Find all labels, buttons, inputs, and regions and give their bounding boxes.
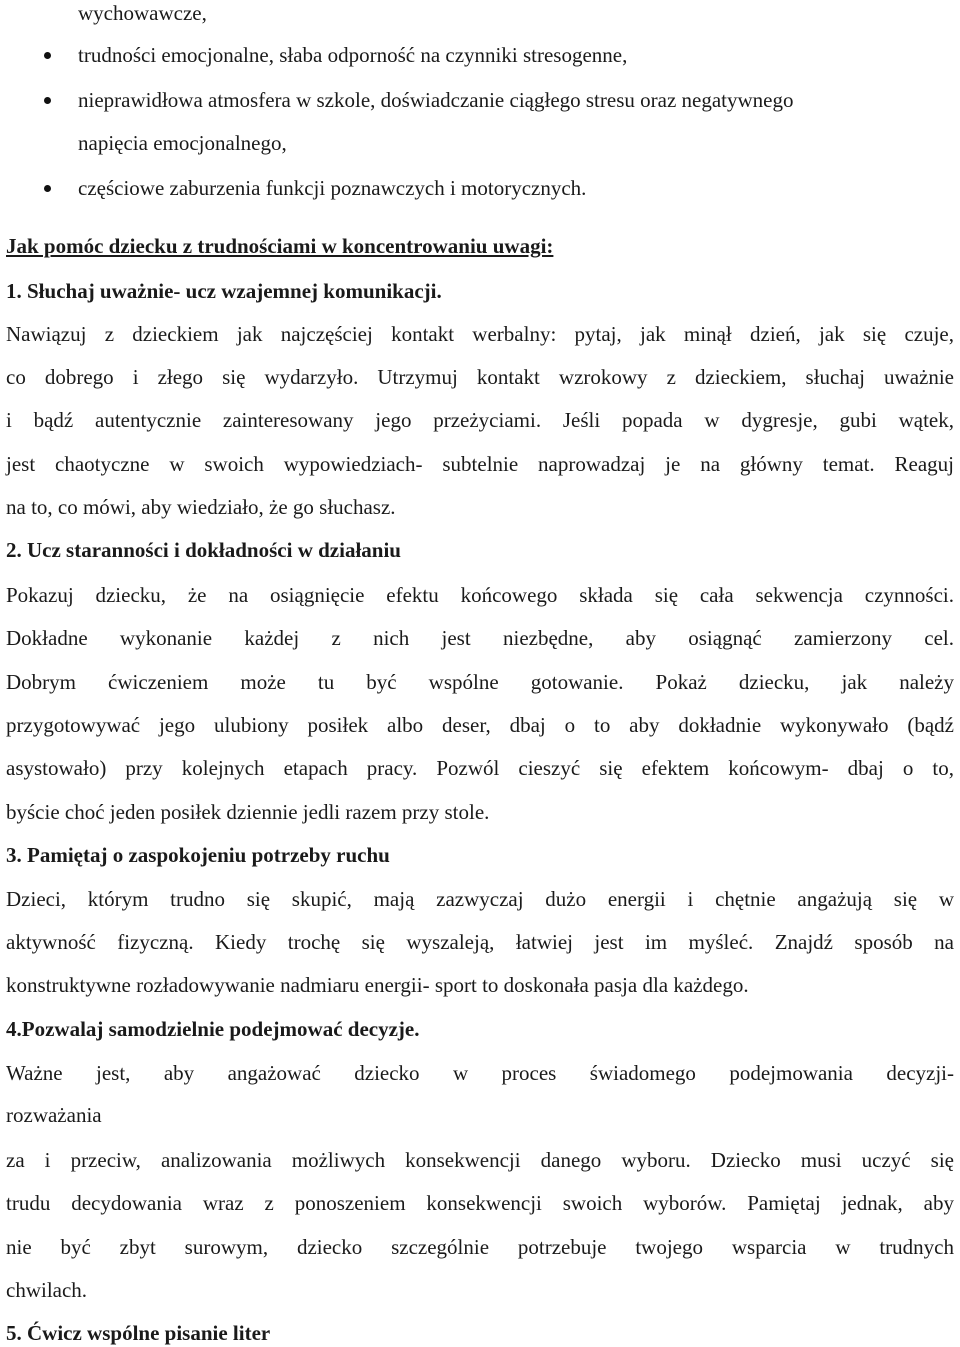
paragraph-line: Pokazuj dziecku, że na osiągnięcie efektu końcowego składa się cała sekwencja czynności. [6,583,954,607]
paragraph-line: i bądź autentycznie zainteresowany jego przeżyciami. Jeśli popada w dygresje, gubi wątek, [6,408,954,432]
paragraph-line: rozważania [6,1103,102,1127]
subheading-3: 3. Pamiętaj o zaspokojeniu potrzeby ruchu [6,843,390,867]
subheading-1: 1. Słuchaj uważnie- ucz wzajemnej komunikacji. [6,279,442,303]
paragraph-line: byście choć jeden posiłek dziennie jedli razem przy stole. [6,800,490,824]
paragraph-line: chwilach. [6,1278,88,1302]
paragraph-line: co dobrego i złego się wydarzyło. Utrzymuj kontakt wzrokowy z dzieckiem, słuchaj uważnie [6,365,954,389]
bullet-icon [44,97,51,104]
paragraph-line: jest chaotyczne w swoich wypowiedziach- subtelnie naprowadzaj je na główny temat. Reaguj [6,452,954,476]
list-item-continuation: wychowawcze, [78,1,207,25]
paragraph-line: nie być zbyt surowym, dziecko szczególnie potrzebuje twojego wsparcia w trudnych [6,1235,954,1259]
paragraph-line: Dokładne wykonanie każdej z nich jest niezbędne, aby osiągnąć zamierzony cel. [6,626,954,650]
subheading-2: 2. Ucz staranności i dokładności w działaniu [6,538,401,562]
list-item-continuation: napięcia emocjonalnego, [78,131,287,155]
bullet-icon [44,52,51,59]
paragraph-line: za i przeciw, analizowania możliwych konsekwencji danego wyboru. Dziecko musi uczyć się [6,1148,954,1172]
paragraph-line: Dobrym ćwiczeniem może tu być wspólne gotowanie. Pokaż dziecku, jak należy [6,670,954,694]
section-heading: Jak pomóc dziecku z trudnościami w koncentrowaniu uwagi: [6,234,554,258]
list-item: trudności emocjonalne, słaba odporność na czynniki stresogenne, [78,43,628,67]
list-item: nieprawidłowa atmosfera w szkole, doświadczanie ciągłego stresu oraz negatywnego [78,88,794,112]
paragraph-line: na to, co mówi, aby wiedziało, że go słuchasz. [6,495,396,519]
paragraph-line: asystowało) przy kolejnych etapach pracy. Pozwól cieszyć się efektem końcowym- dbaj o to, [6,756,954,780]
bullet-icon [44,185,51,192]
list-item: częściowe zaburzenia funkcji poznawczych i motorycznych. [78,176,587,200]
paragraph-line: trudu decydowania wraz z ponoszeniem konsekwencji swoich wyborów. Pamiętaj jednak, aby [6,1191,954,1215]
paragraph-line: przygotowywać jego ulubiony posiłek albo deser, dbaj o to aby dokładnie wykonywało (bądź [6,713,954,737]
paragraph-line: Nawiązuj z dzieckiem jak najczęściej kontakt werbalny: pytaj, jak minął dzień, jak się czuje, [6,322,954,346]
subheading-4: 4.Pozwalaj samodzielnie podejmować decyzje. [6,1017,420,1041]
paragraph-line: Ważne jest, aby angażować dziecko w proces świadomego podejmowania decyzji- [6,1061,954,1085]
paragraph-line: konstruktywne rozładowywanie nadmiaru energii- sport to doskonała pasja dla każdego. [6,973,749,997]
paragraph-line: Dzieci, którym trudno się skupić, mają zazwyczaj dużo energii i chętnie angażują się w [6,887,954,911]
subheading-5: 5. Ćwicz wspólne pisanie liter [6,1321,271,1345]
paragraph-line: aktywność fizyczną. Kiedy trochę się wyszaleją, łatwiej jest im myśleć. Znajdź sposób na [6,930,954,954]
